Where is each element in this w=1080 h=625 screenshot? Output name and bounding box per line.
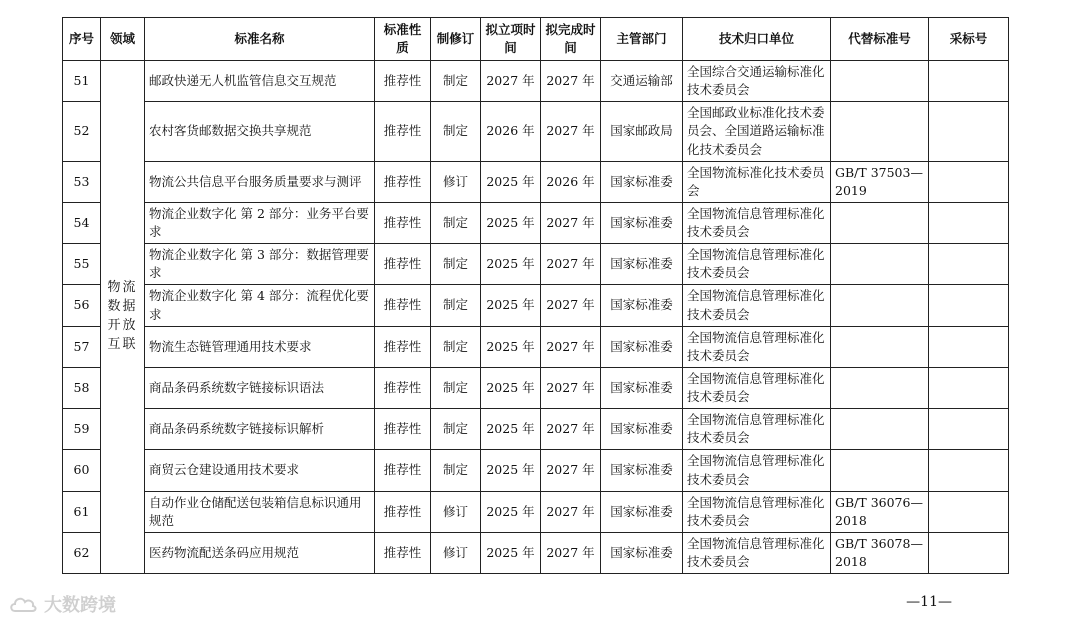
row-number-cell: 57 — [63, 326, 101, 367]
row-number-cell: 56 — [63, 285, 101, 326]
adopted-standard-cell — [929, 202, 1009, 243]
standards-table — [62, 17, 1009, 574]
standard-name-cell: 物流公共信息平台服务质量要求与测评 — [145, 161, 375, 202]
table-row — [63, 326, 1009, 367]
revision-type-cell: 制定 — [431, 244, 481, 285]
technical-unit-cell: 全国邮政业标准化技术委员会、全国道路运输标准化技术委员会 — [683, 102, 831, 161]
end-year-cell: 2027 年 — [541, 102, 601, 161]
standard-name-cell: 邮政快递无人机监管信息交互规范 — [145, 61, 375, 102]
cloud-logo-icon — [8, 593, 38, 615]
header-cell: 制修订 — [431, 18, 481, 61]
row-number-cell: 62 — [63, 532, 101, 573]
standard-nature-cell: 推荐性 — [375, 161, 431, 202]
row-number-cell: 52 — [63, 102, 101, 161]
department-cell: 国家标准委 — [601, 244, 683, 285]
standard-name-cell: 物流企业数字化 第 2 部分：业务平台要求 — [145, 202, 375, 243]
technical-unit-cell: 全国物流信息管理标准化技术委员会 — [683, 409, 831, 450]
standard-nature-cell: 推荐性 — [375, 102, 431, 161]
technical-unit-cell: 全国物流信息管理标准化技术委员会 — [683, 491, 831, 532]
end-year-cell: 2027 年 — [541, 285, 601, 326]
replaced-standard-cell — [831, 61, 929, 102]
replaced-standard-cell — [831, 244, 929, 285]
header-cell: 领域 — [101, 18, 145, 61]
table-row — [63, 161, 1009, 202]
start-year-cell: 2027 年 — [481, 61, 541, 102]
department-cell: 国家标准委 — [601, 367, 683, 408]
end-year-cell: 2027 年 — [541, 326, 601, 367]
standard-name-cell: 农村客货邮数据交换共享规范 — [145, 102, 375, 161]
row-number-cell: 53 — [63, 161, 101, 202]
header-cell: 序号 — [63, 18, 101, 61]
row-number-cell: 51 — [63, 61, 101, 102]
header-cell: 主管部门 — [601, 18, 683, 61]
row-number-cell: 58 — [63, 367, 101, 408]
row-number-cell: 54 — [63, 202, 101, 243]
technical-unit-cell: 全国物流信息管理标准化技术委员会 — [683, 244, 831, 285]
standard-nature-cell: 推荐性 — [375, 367, 431, 408]
domain-cell: 物流数据开放互联 — [101, 61, 145, 574]
standard-name-cell: 物流企业数字化 第 4 部分：流程优化要求 — [145, 285, 375, 326]
adopted-standard-cell — [929, 367, 1009, 408]
replaced-standard-cell — [831, 102, 929, 161]
standard-nature-cell: 推荐性 — [375, 326, 431, 367]
technical-unit-cell: 全国物流信息管理标准化技术委员会 — [683, 285, 831, 326]
technical-unit-cell: 全国物流信息管理标准化技术委员会 — [683, 202, 831, 243]
standard-name-cell: 物流企业数字化 第 3 部分：数据管理要求 — [145, 244, 375, 285]
adopted-standard-cell — [929, 532, 1009, 573]
department-cell: 国家标准委 — [601, 326, 683, 367]
standard-name-cell: 物流生态链管理通用技术要求 — [145, 326, 375, 367]
end-year-cell: 2027 年 — [541, 202, 601, 243]
technical-unit-cell: 全国物流信息管理标准化技术委员会 — [683, 450, 831, 491]
department-cell: 国家标准委 — [601, 409, 683, 450]
table-row — [63, 409, 1009, 450]
standard-nature-cell: 推荐性 — [375, 244, 431, 285]
header-row — [63, 18, 1009, 61]
end-year-cell: 2027 年 — [541, 61, 601, 102]
department-cell: 国家标准委 — [601, 532, 683, 573]
standard-nature-cell: 推荐性 — [375, 450, 431, 491]
standard-nature-cell: 推荐性 — [375, 532, 431, 573]
start-year-cell: 2025 年 — [481, 409, 541, 450]
replaced-standard-cell: GB/T 36078—2018 — [831, 532, 929, 573]
row-number-cell: 61 — [63, 491, 101, 532]
revision-type-cell: 制定 — [431, 367, 481, 408]
department-cell: 国家标准委 — [601, 450, 683, 491]
technical-unit-cell: 全国综合交通运输标准化技术委员会 — [683, 61, 831, 102]
standard-name-cell: 商贸云仓建设通用技术要求 — [145, 450, 375, 491]
start-year-cell: 2025 年 — [481, 244, 541, 285]
header-cell: 拟立项时间 — [481, 18, 541, 61]
row-number-cell: 60 — [63, 450, 101, 491]
adopted-standard-cell — [929, 409, 1009, 450]
revision-type-cell: 制定 — [431, 285, 481, 326]
start-year-cell: 2026 年 — [481, 102, 541, 161]
watermark-text: 大数跨境 — [44, 595, 116, 616]
department-cell: 国家标准委 — [601, 285, 683, 326]
header-cell: 拟完成时间 — [541, 18, 601, 61]
replaced-standard-cell — [831, 202, 929, 243]
table-row — [63, 285, 1009, 326]
table-row — [63, 491, 1009, 532]
table-row — [63, 202, 1009, 243]
department-cell: 国家标准委 — [601, 161, 683, 202]
start-year-cell: 2025 年 — [481, 367, 541, 408]
header-cell: 代替标准号 — [831, 18, 929, 61]
replaced-standard-cell: GB/T 36076—2018 — [831, 491, 929, 532]
start-year-cell: 2025 年 — [481, 161, 541, 202]
replaced-standard-cell — [831, 367, 929, 408]
end-year-cell: 2027 年 — [541, 532, 601, 573]
revision-type-cell: 制定 — [431, 450, 481, 491]
standard-name-cell: 商品条码系统数字链接标识解析 — [145, 409, 375, 450]
standard-nature-cell: 推荐性 — [375, 285, 431, 326]
header-cell: 技术归口单位 — [683, 18, 831, 61]
end-year-cell: 2027 年 — [541, 491, 601, 532]
department-cell: 国家标准委 — [601, 491, 683, 532]
adopted-standard-cell — [929, 61, 1009, 102]
adopted-standard-cell — [929, 491, 1009, 532]
standard-nature-cell: 推荐性 — [375, 202, 431, 243]
end-year-cell: 2026 年 — [541, 161, 601, 202]
row-number-cell: 55 — [63, 244, 101, 285]
standard-name-cell: 医药物流配送条码应用规范 — [145, 532, 375, 573]
table-row — [63, 367, 1009, 408]
end-year-cell: 2027 年 — [541, 450, 601, 491]
header-cell: 标准名称 — [145, 18, 375, 61]
page-number: —11— — [906, 594, 952, 610]
revision-type-cell: 制定 — [431, 102, 481, 161]
adopted-standard-cell — [929, 285, 1009, 326]
start-year-cell: 2025 年 — [481, 326, 541, 367]
end-year-cell: 2027 年 — [541, 367, 601, 408]
table-row — [63, 102, 1009, 161]
technical-unit-cell: 全国物流标准化技术委员会 — [683, 161, 831, 202]
table-row — [63, 61, 1009, 102]
start-year-cell: 2025 年 — [481, 202, 541, 243]
department-cell: 交通运输部 — [601, 61, 683, 102]
table-row — [63, 450, 1009, 491]
department-cell: 国家标准委 — [601, 202, 683, 243]
standard-name-cell: 商品条码系统数字链接标识语法 — [145, 367, 375, 408]
adopted-standard-cell — [929, 102, 1009, 161]
row-number-cell: 59 — [63, 409, 101, 450]
header-cell: 标准性质 — [375, 18, 431, 61]
replaced-standard-cell: GB/T 37503—2019 — [831, 161, 929, 202]
start-year-cell: 2025 年 — [481, 285, 541, 326]
technical-unit-cell: 全国物流信息管理标准化技术委员会 — [683, 326, 831, 367]
revision-type-cell: 制定 — [431, 409, 481, 450]
table-row — [63, 244, 1009, 285]
adopted-standard-cell — [929, 161, 1009, 202]
replaced-standard-cell — [831, 450, 929, 491]
standard-nature-cell: 推荐性 — [375, 61, 431, 102]
standard-name-cell: 自动作业仓储配送包装箱信息标识通用规范 — [145, 491, 375, 532]
adopted-standard-cell — [929, 244, 1009, 285]
start-year-cell: 2025 年 — [481, 532, 541, 573]
standard-nature-cell: 推荐性 — [375, 491, 431, 532]
start-year-cell: 2025 年 — [481, 450, 541, 491]
revision-type-cell: 修订 — [431, 532, 481, 573]
replaced-standard-cell — [831, 285, 929, 326]
adopted-standard-cell — [929, 450, 1009, 491]
table-row — [63, 532, 1009, 573]
end-year-cell: 2027 年 — [541, 409, 601, 450]
adopted-standard-cell — [929, 326, 1009, 367]
revision-type-cell: 修订 — [431, 161, 481, 202]
header-cell: 采标号 — [929, 18, 1009, 61]
technical-unit-cell: 全国物流信息管理标准化技术委员会 — [683, 367, 831, 408]
replaced-standard-cell — [831, 409, 929, 450]
revision-type-cell: 制定 — [431, 326, 481, 367]
start-year-cell: 2025 年 — [481, 491, 541, 532]
standard-nature-cell: 推荐性 — [375, 409, 431, 450]
revision-type-cell: 修订 — [431, 491, 481, 532]
technical-unit-cell: 全国物流信息管理标准化技术委员会 — [683, 532, 831, 573]
watermark — [8, 591, 116, 617]
replaced-standard-cell — [831, 326, 929, 367]
revision-type-cell: 制定 — [431, 202, 481, 243]
end-year-cell: 2027 年 — [541, 244, 601, 285]
revision-type-cell: 制定 — [431, 61, 481, 102]
department-cell: 国家邮政局 — [601, 102, 683, 161]
